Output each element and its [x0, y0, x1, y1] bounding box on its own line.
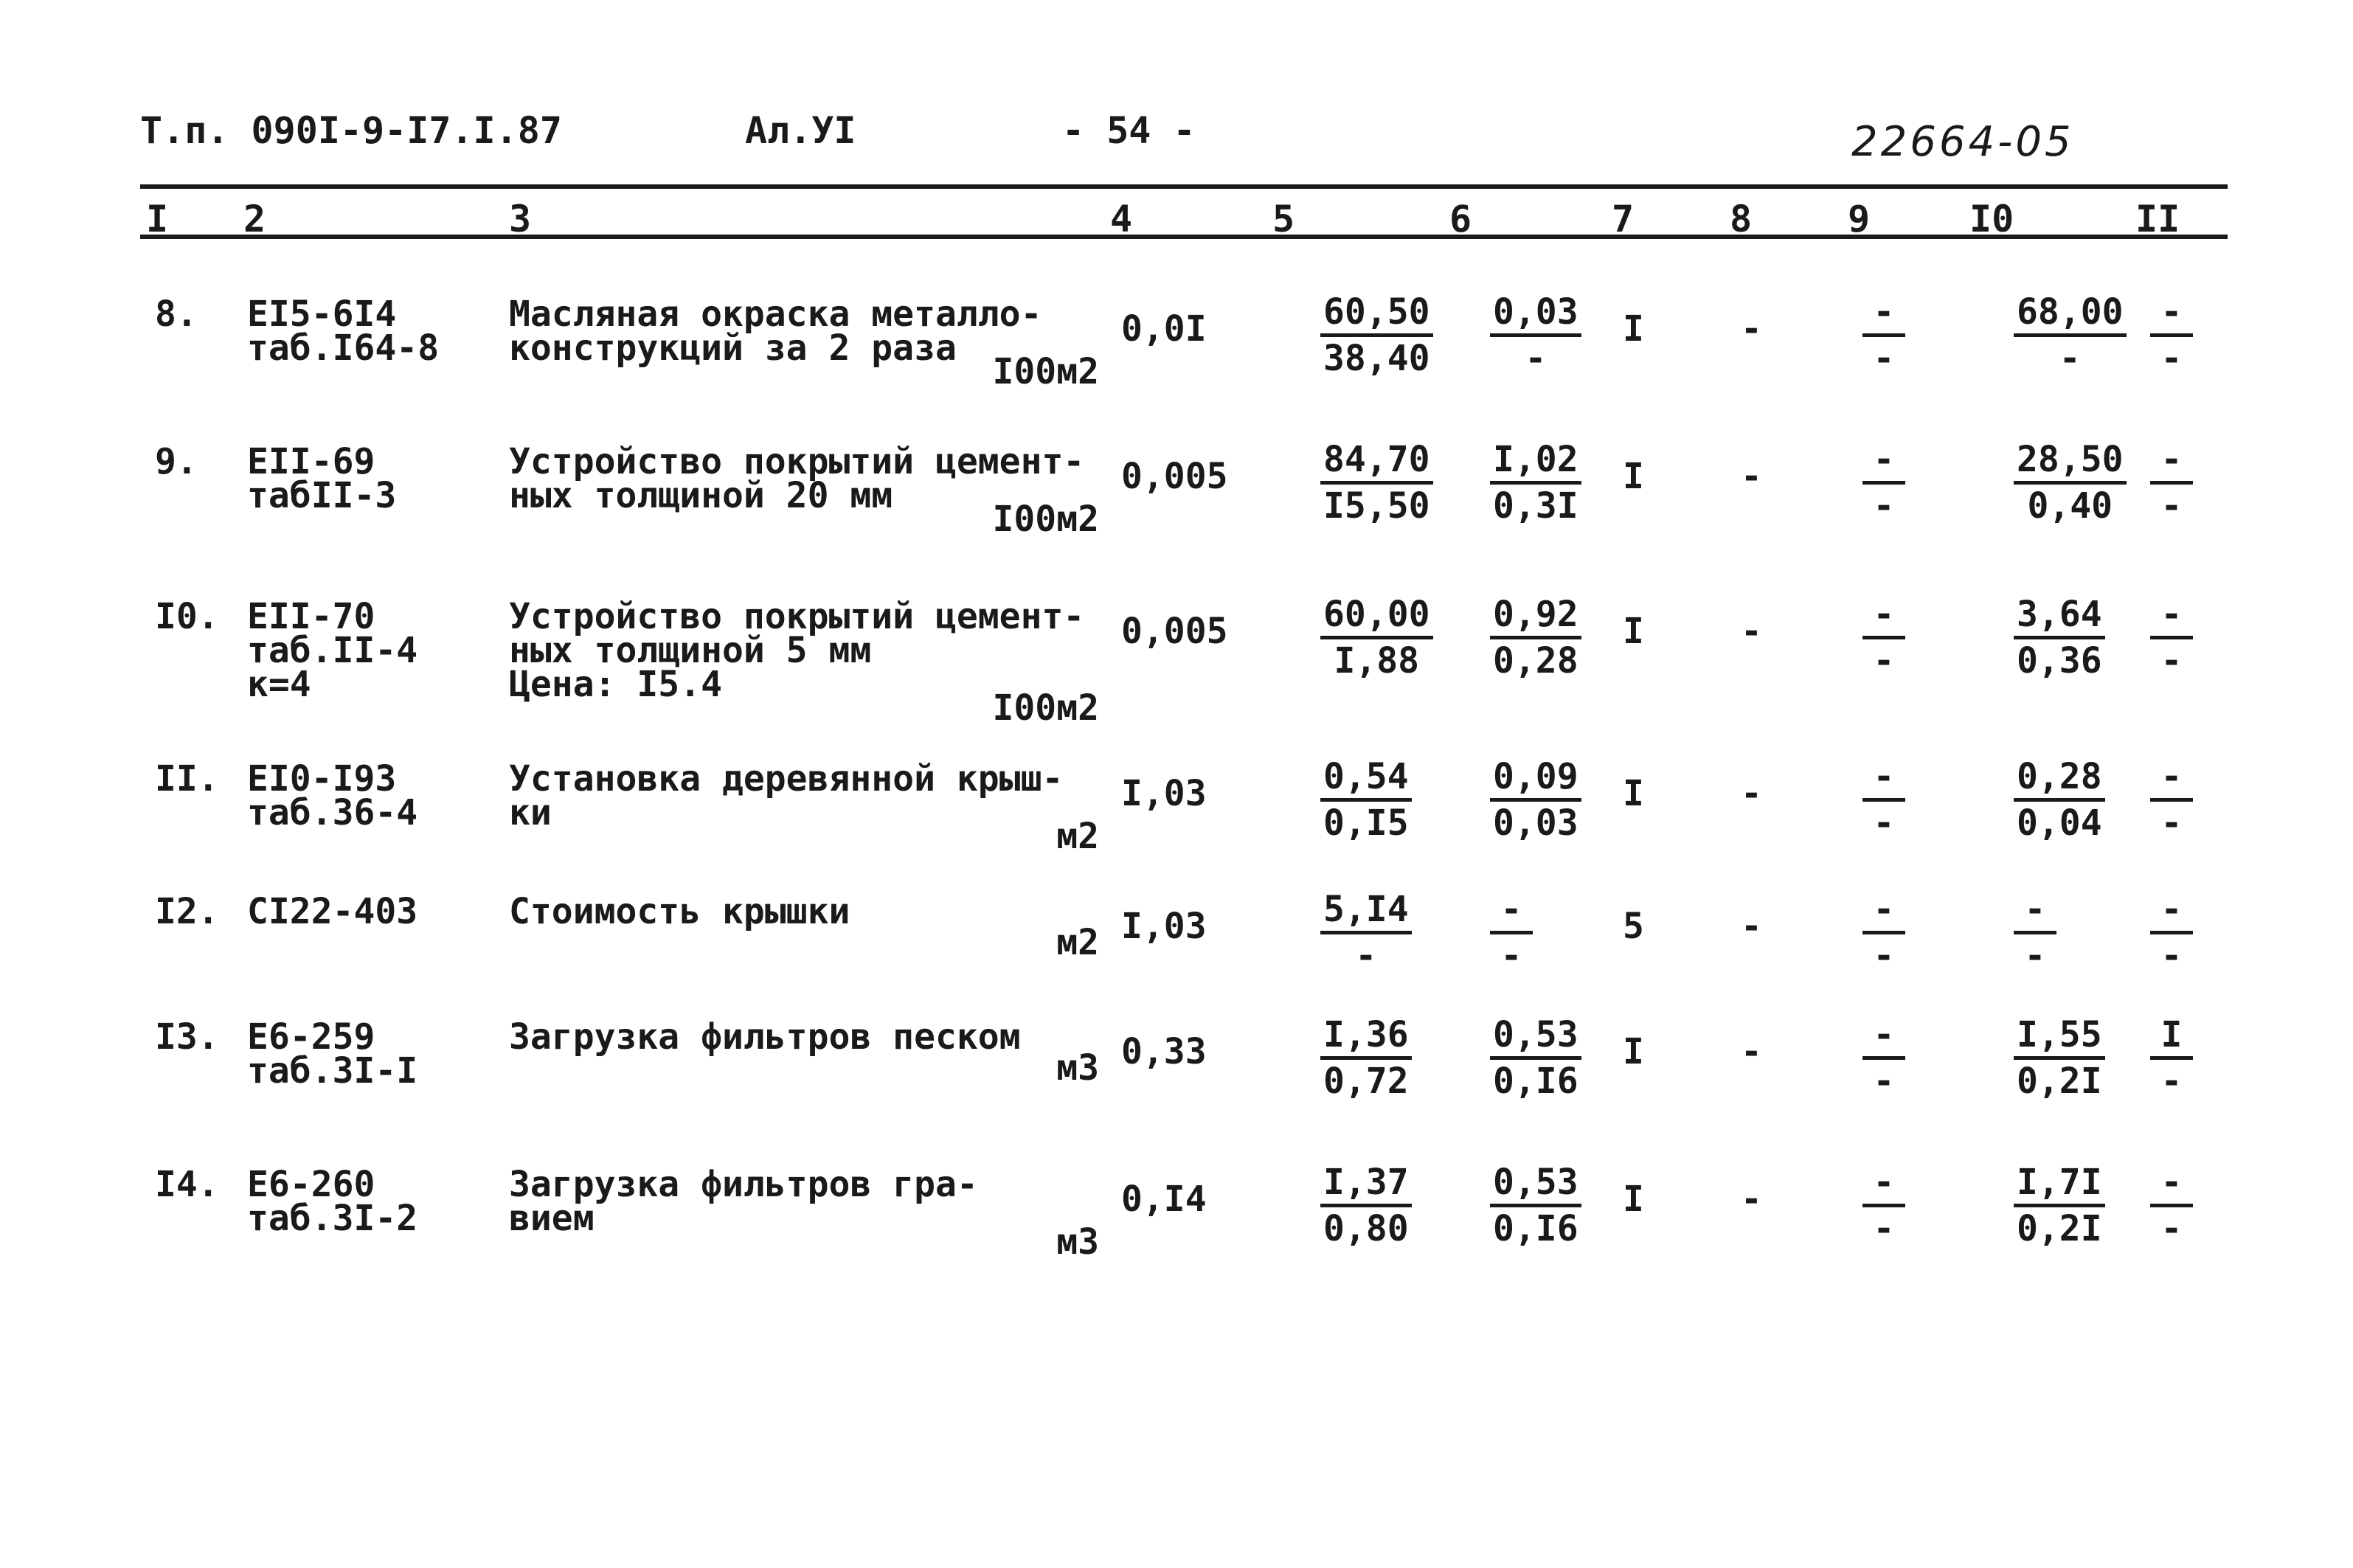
fraction-cell-c10 — [2014, 291, 2127, 380]
fraction-numerator: 0,53 — [1490, 1161, 1581, 1207]
fraction-cell-c9 — [1862, 438, 1905, 527]
col-2-label: 2 — [243, 198, 266, 240]
fraction-cell-c6 — [1490, 1013, 1581, 1103]
rate-code-line: таб.I64-8 — [247, 327, 440, 369]
fraction-numerator: - — [1862, 438, 1905, 485]
fraction-cell-c5 — [1320, 593, 1433, 682]
fraction-cell-c5 — [1320, 755, 1412, 844]
fraction-cell-c5 — [1320, 291, 1433, 380]
fraction-numerator: 0,54 — [1320, 755, 1412, 802]
row-number: I2. — [155, 891, 219, 932]
fraction-cell-c11 — [2150, 593, 2193, 682]
header-rule-top — [140, 184, 2228, 189]
work-description-line: вием — [509, 1198, 595, 1239]
work-description-line: Стоимость крышки — [509, 891, 850, 932]
fraction-cell-c9 — [1862, 888, 1905, 977]
coefficient-cell: I — [1623, 308, 1644, 350]
fraction-numerator: - — [1862, 1013, 1905, 1060]
fraction-cell-c10 — [2014, 438, 2127, 527]
fraction-cell-c11 — [2150, 888, 2193, 977]
row-number: 8. — [155, 294, 198, 335]
fraction-numerator: - — [2150, 755, 2193, 802]
work-description-line: Установка деревянной крыш- — [509, 758, 1064, 799]
fraction-numerator: - — [1862, 755, 1905, 802]
fraction-denominator: - — [2160, 338, 2183, 379]
coefficient-cell: I — [1623, 456, 1644, 497]
quantity-cell: I,03 — [1121, 906, 1207, 947]
fraction-denominator: - — [2059, 338, 2081, 379]
fraction-denominator: - — [1873, 338, 1895, 379]
unit-of-measure: I00м2 — [992, 687, 1099, 729]
fraction-numerator: - — [1490, 888, 1533, 934]
fraction-numerator: - — [2150, 291, 2193, 337]
quantity-cell: 0,005 — [1121, 456, 1228, 497]
unit-of-measure: I00м2 — [992, 499, 1099, 540]
fraction-numerator: - — [2014, 888, 2056, 934]
unit-of-measure: I00м2 — [992, 351, 1099, 392]
rate-code-line: EI5-6I4 — [247, 294, 397, 335]
rate-code-line: EII-69 — [247, 441, 375, 482]
column-8-cell: - — [1741, 1031, 1762, 1072]
column-8-cell: - — [1741, 611, 1762, 652]
fraction-cell-c11 — [2150, 1013, 2193, 1103]
fraction-numerator: 84,70 — [1320, 438, 1433, 485]
fraction-denominator: 0,2I — [2017, 1061, 2102, 1102]
fraction-denominator: - — [1355, 935, 1377, 976]
work-description-line: Загрузка фильтров песком — [509, 1016, 1021, 1058]
fraction-cell-c10 — [2014, 1013, 2105, 1103]
fraction-numerator: I,7I — [2014, 1161, 2105, 1207]
fraction-numerator: - — [2150, 1161, 2193, 1207]
col-6-label: 6 — [1449, 198, 1472, 240]
fraction-cell-c10 — [2014, 1161, 2105, 1250]
fraction-denominator: I5,50 — [1323, 485, 1430, 527]
fraction-cell-c10 — [2014, 888, 2056, 977]
work-description-line: ки — [509, 792, 552, 833]
fraction-cell-c6 — [1490, 1161, 1581, 1250]
row-number: 9. — [155, 441, 198, 482]
fraction-numerator: I,37 — [1320, 1161, 1412, 1207]
fraction-denominator: 0,03 — [1493, 802, 1579, 844]
fraction-cell-c10 — [2014, 755, 2105, 844]
work-description-line: Устройство покрытий цемент- — [509, 441, 1085, 482]
work-description-line: ных толщиной 20 мм — [509, 475, 893, 516]
fraction-denominator: - — [2160, 485, 2183, 527]
rate-code-line: EI0-I93 — [247, 758, 397, 799]
coefficient-cell: I — [1623, 1031, 1644, 1072]
col-7-label: 7 — [1612, 198, 1635, 240]
fraction-numerator: - — [2150, 888, 2193, 934]
fraction-cell-c5 — [1320, 438, 1433, 527]
rate-code-line: E6-260 — [247, 1164, 375, 1205]
fraction-numerator: - — [1862, 593, 1905, 639]
fraction-denominator: 0,2I — [2017, 1208, 2102, 1249]
fraction-denominator: 0,04 — [2017, 802, 2102, 844]
work-description-line: Цена: I5.4 — [509, 664, 722, 705]
row-number: I0. — [155, 596, 219, 637]
unit-of-measure: м3 — [1056, 1221, 1099, 1263]
fraction-numerator: - — [1862, 1161, 1905, 1207]
coefficient-cell: I — [1623, 611, 1644, 652]
col-9-label: 9 — [1848, 198, 1871, 240]
fraction-denominator: 0,3I — [1493, 485, 1579, 527]
fraction-denominator: - — [1500, 935, 1522, 976]
fraction-denominator: - — [2024, 935, 2046, 976]
fraction-denominator: - — [1873, 802, 1895, 844]
fraction-numerator: - — [2150, 593, 2193, 639]
fraction-numerator: 60,50 — [1320, 291, 1433, 337]
fraction-cell-c11 — [2150, 291, 2193, 380]
fraction-denominator: 0,40 — [2027, 485, 2113, 527]
rate-code-line: таб.3I-I — [247, 1050, 418, 1092]
fraction-cell-c5 — [1320, 1161, 1412, 1250]
rate-code-line: CI22-403 — [247, 891, 418, 932]
fraction-cell-c6 — [1490, 593, 1581, 682]
fraction-denominator: 0,72 — [1323, 1061, 1409, 1102]
coefficient-cell: I — [1623, 1179, 1644, 1220]
fraction-cell-c11 — [2150, 438, 2193, 527]
fraction-denominator: - — [2160, 1061, 2183, 1102]
fraction-numerator: - — [1862, 291, 1905, 337]
col-4-label: 4 — [1110, 198, 1133, 240]
rate-code-line: таб.II-4 — [247, 630, 418, 671]
fraction-cell-c9 — [1862, 1013, 1905, 1103]
rate-code-line: EII-70 — [247, 596, 375, 637]
col-5-label: 5 — [1272, 198, 1295, 240]
fraction-denominator: 0,80 — [1323, 1208, 1409, 1249]
work-description-line: ных толщиной 5 мм — [509, 630, 872, 671]
fraction-cell-c10 — [2014, 593, 2105, 682]
fraction-denominator: - — [2160, 935, 2183, 976]
fraction-denominator: 0,I6 — [1493, 1061, 1579, 1102]
fraction-cell-c5 — [1320, 888, 1412, 977]
rate-code-line: E6-259 — [247, 1016, 375, 1058]
album-label: Ал.УI — [745, 109, 856, 152]
rate-code-line: к=4 — [247, 664, 311, 705]
fraction-denominator: 0,I6 — [1493, 1208, 1579, 1249]
quantity-cell: 0,0I — [1121, 308, 1207, 350]
rate-code-line: таб.36-4 — [247, 792, 418, 833]
page-number: - 54 - — [1062, 109, 1196, 152]
fraction-numerator: 5,I4 — [1320, 888, 1412, 934]
column-8-cell: - — [1741, 308, 1762, 350]
quantity-cell: 0,I4 — [1121, 1179, 1207, 1220]
fraction-cell-c9 — [1862, 1161, 1905, 1250]
work-description-line: Загрузка фильтров гра- — [509, 1164, 978, 1205]
unit-of-measure: м2 — [1056, 816, 1099, 857]
coefficient-cell: 5 — [1623, 906, 1644, 947]
fraction-numerator: 0,03 — [1490, 291, 1581, 337]
fraction-denominator: I,88 — [1334, 640, 1420, 681]
coefficient-cell: I — [1623, 773, 1644, 814]
fraction-numerator: I — [2150, 1013, 2193, 1060]
col-3-label: 3 — [509, 198, 532, 240]
fraction-numerator: - — [1862, 888, 1905, 934]
fraction-cell-c9 — [1862, 755, 1905, 844]
col-11-label: II — [2135, 198, 2180, 240]
fraction-denominator: - — [2160, 1208, 2183, 1249]
fraction-cell-c9 — [1862, 291, 1905, 380]
fraction-denominator: - — [2160, 640, 2183, 681]
col-8-label: 8 — [1730, 198, 1753, 240]
fraction-denominator: - — [2160, 802, 2183, 844]
fraction-denominator: - — [1873, 485, 1895, 527]
document-code: Т.п. 090I-9-I7.I.87 — [140, 109, 562, 152]
fraction-denominator: 38,40 — [1323, 338, 1430, 379]
fraction-cell-c11 — [2150, 755, 2193, 844]
fraction-numerator: 3,64 — [2014, 593, 2105, 639]
fraction-numerator: - — [2150, 438, 2193, 485]
fraction-numerator: 0,28 — [2014, 755, 2105, 802]
header-rule-bottom — [140, 235, 2228, 239]
row-number: I4. — [155, 1164, 219, 1205]
column-8-cell: - — [1741, 1179, 1762, 1220]
fraction-numerator: I,02 — [1490, 438, 1581, 485]
fraction-cell-c6 — [1490, 755, 1581, 844]
work-description-line: Устройство покрытий цемент- — [509, 596, 1085, 637]
fraction-numerator: 68,00 — [2014, 291, 2127, 337]
rate-code-line: таб.3I-2 — [247, 1198, 418, 1239]
col-10-label: I0 — [1969, 198, 2014, 240]
column-8-cell: - — [1741, 906, 1762, 947]
fraction-cell-c11 — [2150, 1161, 2193, 1250]
quantity-cell: 0,005 — [1121, 611, 1228, 652]
fraction-numerator: 0,53 — [1490, 1013, 1581, 1060]
handwritten-stamp-number: 22664-05 — [1851, 118, 2074, 166]
fraction-cell-c6 — [1490, 438, 1581, 527]
fraction-numerator: 60,00 — [1320, 593, 1433, 639]
fraction-cell-c5 — [1320, 1013, 1412, 1103]
fraction-denominator: - — [1873, 1208, 1895, 1249]
fraction-cell-c6 — [1490, 291, 1581, 380]
work-description-line: конструкций за 2 раза — [509, 327, 957, 369]
row-number: II. — [155, 758, 219, 799]
column-8-cell: - — [1741, 773, 1762, 814]
fraction-numerator: I,55 — [2014, 1013, 2105, 1060]
fraction-cell-c9 — [1862, 593, 1905, 682]
fraction-numerator: I,36 — [1320, 1013, 1412, 1060]
quantity-cell: 0,33 — [1121, 1031, 1207, 1072]
col-1-label: I — [146, 198, 169, 240]
fraction-numerator: 0,09 — [1490, 755, 1581, 802]
fraction-numerator: 0,92 — [1490, 593, 1581, 639]
fraction-numerator: 28,50 — [2014, 438, 2127, 485]
fraction-denominator: 0,36 — [2017, 640, 2102, 681]
fraction-denominator: - — [1873, 935, 1895, 976]
fraction-cell-c6 — [1490, 888, 1533, 977]
unit-of-measure: м3 — [1056, 1047, 1099, 1089]
rate-code-line: табII-3 — [247, 475, 397, 516]
work-description-line: Масляная окраска металло- — [509, 294, 1042, 335]
quantity-cell: I,03 — [1121, 773, 1207, 814]
row-number: I3. — [155, 1016, 219, 1058]
fraction-denominator: - — [1873, 1061, 1895, 1102]
fraction-denominator: 0,I5 — [1323, 802, 1409, 844]
fraction-denominator: - — [1525, 338, 1547, 379]
column-8-cell: - — [1741, 456, 1762, 497]
fraction-denominator: - — [1873, 640, 1895, 681]
fraction-denominator: 0,28 — [1493, 640, 1579, 681]
unit-of-measure: м2 — [1056, 922, 1099, 963]
